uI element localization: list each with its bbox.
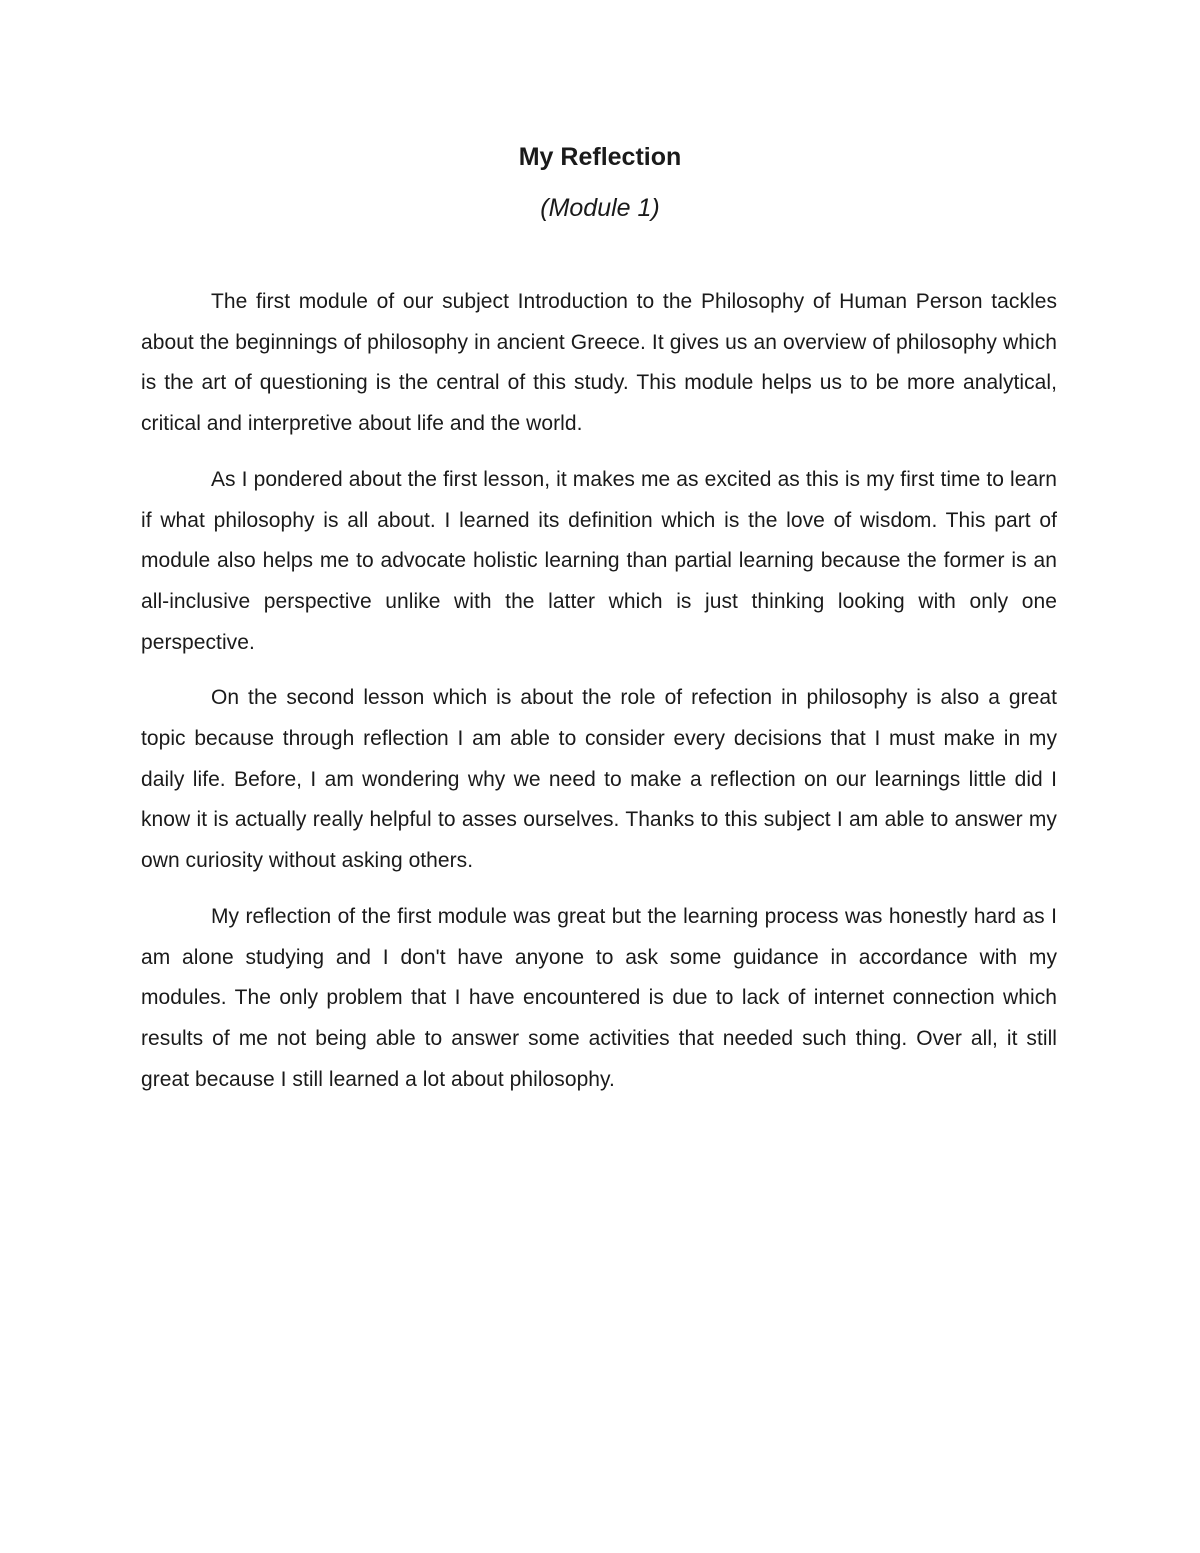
paragraph-4: My reflection of the first module was great but the learning process was honestly hard as I am alone studying and I don't have anyone to ask some guidance in accordance with my modules. The only problem that I have encountered is due to lack of internet connection which results of me not being able to answer some activities that needed such thing. Over all, it still great because I still learned a lot about philosophy. (141, 904, 1057, 1091)
document-subtitle: (Module 1) (540, 194, 660, 222)
document-body (141, 282, 1057, 1115)
paragraph-2: As I pondered about the first lesson, it makes me as excited as this is my first time to learn if what philosophy is all about. I learned its definition which is the love of wisdom. This part of module also helps me to advocate holistic learning than partial learning because the former is an all-inclusive perspective unlike with the latter which is just thinking looking with only one perspective. (141, 467, 1057, 654)
paragraph-1: The first module of our subject Introduction to the Philosophy of Human Person tackles about the beginnings of philosophy in ancient Greece. It gives us an overview of philosophy which is the art of questioning is the central of this study. This module helps us to be more analytical, critical and interpretive about life and the world. (141, 290, 1057, 436)
document-title: My Reflection (518, 143, 682, 171)
paragraph-3: On the second lesson which is about the role of refection in philosophy is also a great topic because through reflection I am able to consider every decisions that I must make in my daily life. Before, I am wondering why we need to make a reflection on our learnings little did I know it is actually really helpful to asses ourselves. Thanks to this subject I am able to answer my own curiosity without asking others. (141, 686, 1057, 873)
